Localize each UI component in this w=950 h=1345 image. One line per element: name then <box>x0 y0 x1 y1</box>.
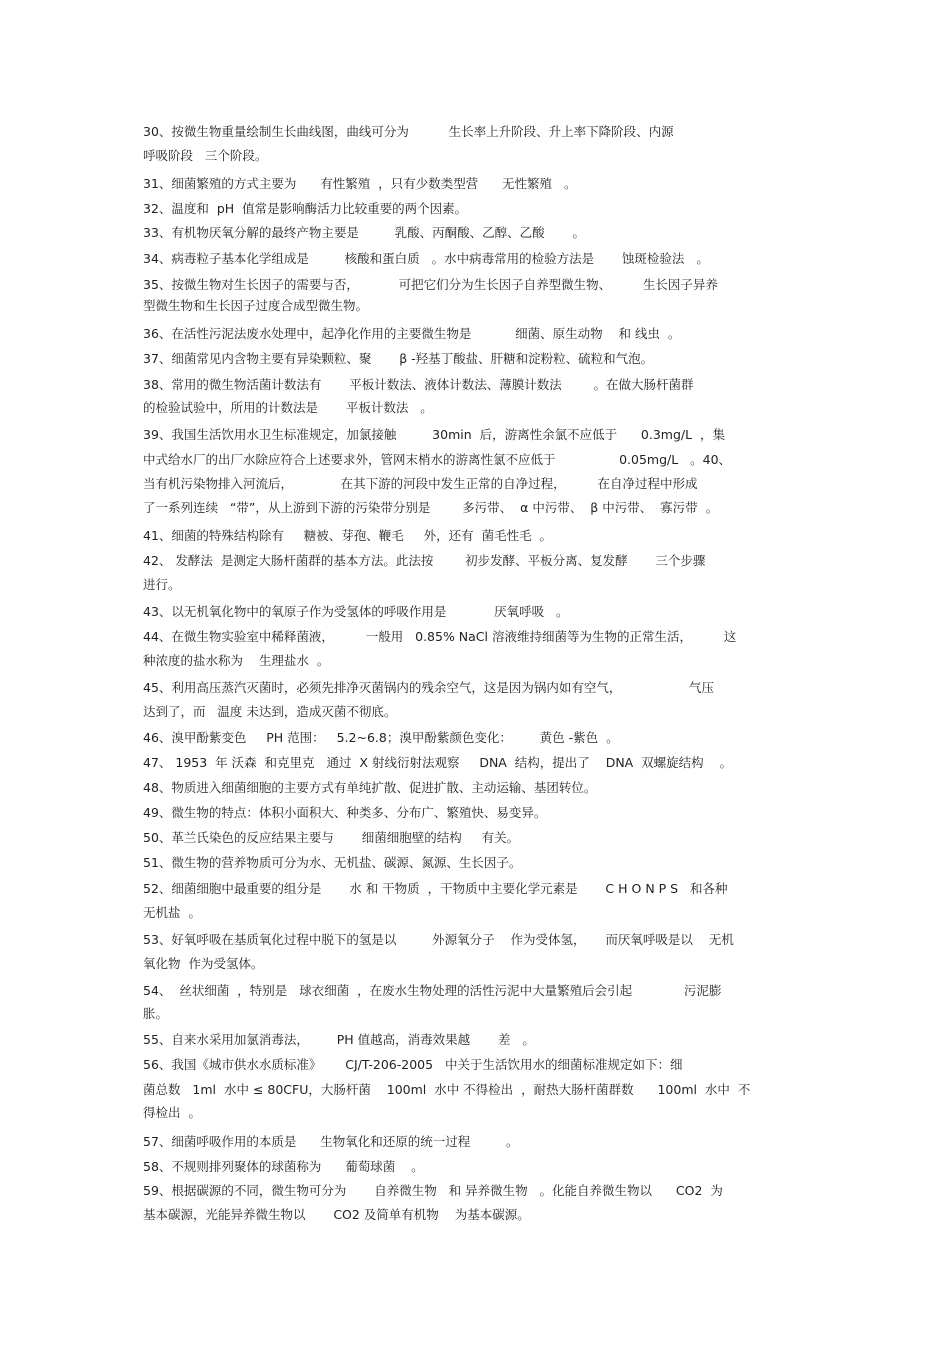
text-line: 59、根据碳源的不同，微生物可分为 自养微生物 和 异养微生物 。化能自养微生物以 CO2 为 <box>143 1183 723 1198</box>
text-line: 33、有机物厌氧分解的最终产物主要是 乳酸、丙酮酸、乙醇、乙酸 。 <box>143 225 585 240</box>
text-line: 氧化物 作为受氢体。 <box>143 956 264 971</box>
text-line: 53、好氧呼吸在基质氧化过程中脱下的氢是以 外源氧分子 作为受体氢， 而厌氧呼吸是以 无机 <box>143 932 734 947</box>
text-line: 呼吸阶段 三个阶段。 <box>143 148 268 163</box>
text-line: 38、常用的微生物活菌计数法有 平板计数法、液体计数法、薄膜计数法 。在做大肠杆菌群 <box>143 377 694 392</box>
text-line: 基本碳源，光能异养微生物以 CO2 及简单有机物 为基本碳源。 <box>143 1207 530 1222</box>
text-line: 55、自来水采用加氯消毒法， PH 值越高，消毒效果越 差 。 <box>143 1032 535 1047</box>
text-line: 41、细菌的特殊结构除有 糖被、芽孢、鞭毛 外，还有 菌毛性毛 。 <box>143 528 553 543</box>
text-line: 型微生物和生长因子过度合成型微生物。 <box>143 298 369 313</box>
text-line: 57、细菌呼吸作用的本质是 生物氧化和还原的统一过程 。 <box>143 1134 519 1149</box>
text-line: 32、温度和 pH 值常是影响酶活力比较重要的两个因素。 <box>143 201 468 216</box>
text-line: 当有机污染物排入河流后， 在其下游的河段中发生正常的自净过程， 在自净过程中形成 <box>143 476 698 491</box>
text-line: 种浓度的盐水称为 生理盐水 。 <box>143 653 330 668</box>
text-line: 52、细菌细胞中最重要的组分是 水 和 干物质 ，干物质中主要化学元素是 C H O N P S 和各种 <box>143 881 728 896</box>
text-line: 36、在活性污泥法废水处理中，起净化作用的主要微生物是 细菌、原生动物 和 线虫 。 <box>143 326 681 341</box>
text-line: 47、 1953 年 沃森 和克里克 通过 X 射线衍射法观察 DNA 结构，提出了 DNA 双螺旋结构 。 <box>143 755 733 770</box>
text-line: 49、微生物的特点：体积小面积大、种类多、分布广、繁殖快、易变异。 <box>143 805 547 820</box>
text-line: 了一系列连续 “带”，从上游到下游的污染带分别是 多污带、 α 中污带、 β 中污带、 寡污带 。 <box>143 500 719 515</box>
text-line: 31、细菌繁殖的方式主要为 有性繁殖 ，只有少数类型营 无性繁殖 。 <box>143 176 577 191</box>
text-line: 进行。 <box>143 577 181 592</box>
text-line: 51、微生物的营养物质可分为水、无机盐、碳源、氮源、生长因子。 <box>143 855 522 870</box>
text-line: 43、以无机氧化物中的氧原子作为受氢体的呼吸作用是 厌氧呼吸 。 <box>143 604 569 619</box>
text-line: 达到了，而 温度 未达到，造成灭菌不彻底。 <box>143 704 397 719</box>
text-line: 45、利用高压蒸汽灭菌时，必须先排净灭菌锅内的残余空气，这是因为锅内如有空气， 气压 <box>143 680 714 695</box>
text-line: 58、不规则排列聚体的球菌称为 葡萄球菌 。 <box>143 1159 424 1174</box>
text-line: 无机盐 。 <box>143 905 201 920</box>
text-line: 54、 丝状细菌 ，特别是 球衣细菌 ，在废水生物处理的活性污泥中大量繁殖后会引起 污泥膨 <box>143 983 722 998</box>
text-line: 50、革兰氏染色的反应结果主要与 细菌细胞壁的结构 有关。 <box>143 830 520 845</box>
text-line: 39、我国生活饮用水卫生标准规定，加氯接触 30min 后，游离性余氯不应低于 0.3mg/L ，集 <box>143 427 726 442</box>
text-line: 56、我国《城市供水水质标准》 CJ/T-206-2005 中关于生活饮用水的细菌标准规定如下：细 <box>143 1057 683 1072</box>
text-line: 37、细菌常见内含物主要有异染颗粒、聚 β -羟基丁酸盐、肝糖和淀粉粒、硫粒和气泡。 <box>143 351 654 366</box>
text-line: 44、在微生物实验室中稀释菌液， 一般用 0.85% NaCl 溶液维持细菌等为生物的正常生活， 这 <box>143 629 737 644</box>
text-line: 30、按微生物重量绘制生长曲线图，曲线可分为 生长率上升阶段、升上率下降阶段、内源 <box>143 124 674 139</box>
text-line: 34、病毒粒子基本化学组成是 核酸和蛋白质 。水中病毒常用的检验方法是 蚀斑检验法 。 <box>143 251 709 266</box>
text-line: 46、溴甲酚紫变色 PH 范围： 5.2~6.8；溴甲酚紫颜色变化： 黄色 -紫色 。 <box>143 730 619 745</box>
text-line: 42、 发酵法 是测定大肠杆菌群的基本方法。此法按 初步发酵、平板分离、复发酵 三个步骤 <box>143 553 706 568</box>
text-line: 35、按微生物对生长因子的需要与否， 可把它们分为生长因子自养型微生物、 生长因子异养 <box>143 277 718 292</box>
text-line: 中式给水厂的出厂水除应符合上述要求外，管网末梢水的游离性氯不应低于 0.05mg/L 。40、 <box>143 452 732 467</box>
text-line: 胀。 <box>143 1006 169 1021</box>
text-line: 48、物质进入细菌细胞的主要方式有单纯扩散、促进扩散、主动运输、基团转位。 <box>143 780 597 795</box>
text-line: 的检验试验中，所用的计数法是 平板计数法 。 <box>143 400 433 415</box>
text-line: 得检出 。 <box>143 1105 201 1120</box>
text-line: 菌总数 1ml 水中 ≤ 80CFU，大肠杆菌 100ml 水中 不得检出 ，耐热大肠杆菌群数 100ml 水中 不 <box>143 1082 751 1097</box>
